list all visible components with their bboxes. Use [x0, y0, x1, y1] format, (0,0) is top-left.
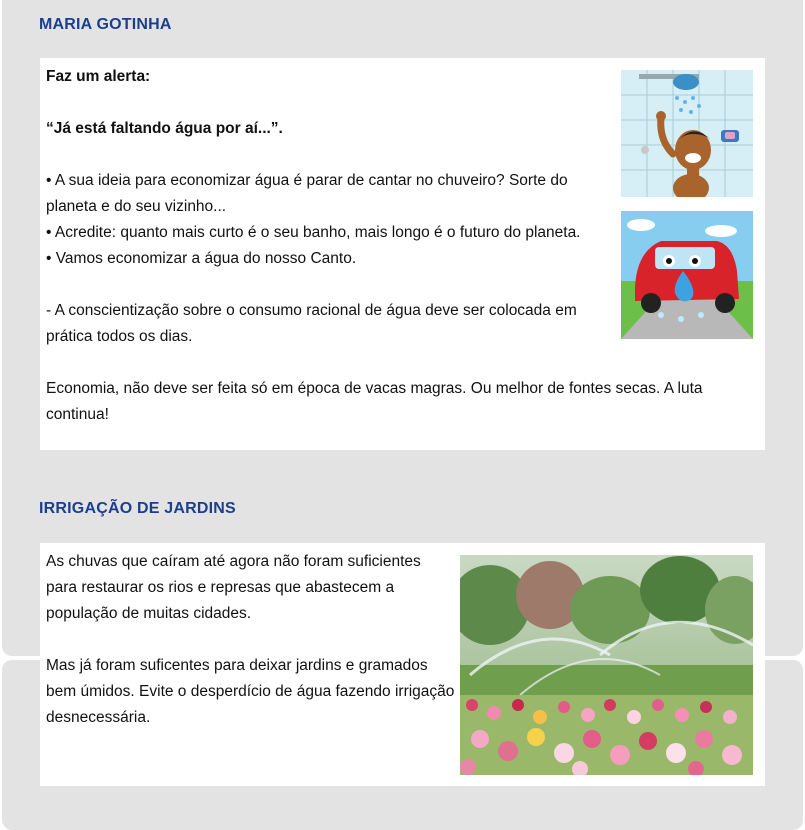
economy-paragraph: Economia, não deve ser feita só em época de vacas magras. Ou melhor de fontes secas. A luta continua!	[46, 380, 703, 423]
alert-quote: “Já está faltando água por aí...”.	[46, 120, 283, 137]
irrigation-text	[46, 549, 456, 731]
car-wash-illustration	[621, 211, 753, 339]
alert-text	[46, 64, 703, 428]
bullet-item: • Acredite: quanto mais curto é o seu banho, mais longo é o futuro do planeta.	[46, 224, 581, 241]
shower-illustration	[621, 70, 753, 197]
content-box-irrigacao	[40, 543, 765, 786]
section-title-irrigacao: IRRIGAÇÃO DE JARDINS	[39, 500, 236, 517]
section-title-maria-gotinha: MARIA GOTINHA	[39, 16, 172, 33]
garden-sprinkler-photo	[460, 555, 753, 775]
rain-paragraph: As chuvas que caíram até agora não foram suficientes para restaurar os rios e represas que abastecem a população de muitas cidades.	[46, 553, 421, 622]
garden-paragraph: Mas já foram suficentes para deixar jardins e gramados bem úmidos. Evite o desperdício de água fazendo irrigação desnecessária.	[46, 657, 455, 726]
content-box-maria-gotinha	[40, 58, 765, 450]
awareness-paragraph: - A conscientização sobre o consumo racional de água deve ser colocada em prática todos os dias.	[46, 302, 577, 345]
bullet-item: • Vamos economizar a água do nosso Canto.	[46, 250, 357, 267]
bullet-item: • A sua ideia para economizar água é parar de cantar no chuveiro? Sorte do planeta e do seu vizinho...	[46, 172, 568, 215]
alert-heading: Faz um alerta:	[46, 68, 151, 85]
